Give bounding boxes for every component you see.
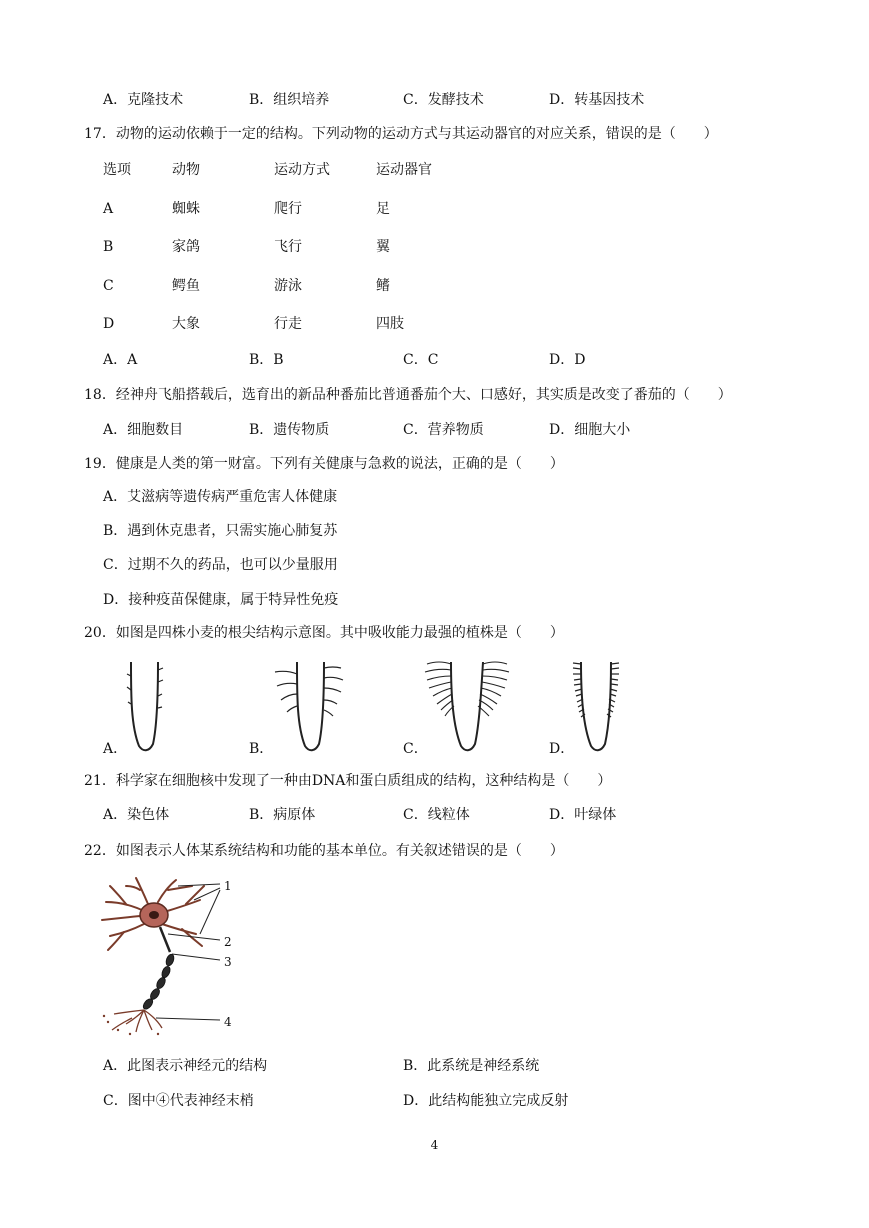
- q17-table-header-organ: 运动器官: [376, 162, 432, 178]
- q18-stem: 18．经神舟飞船搭载后，选育出的新品种番茄比普通番茄个大、口感好，其实质是改变了番茄的（ ）: [84, 387, 732, 403]
- q22-option-a: A．此图表示神经元的结构: [103, 1058, 268, 1074]
- q17-option-d: D．D: [549, 352, 586, 368]
- q18-option-c: C．营养物质: [403, 422, 484, 438]
- neuron-label-2: 2: [224, 935, 232, 949]
- neuron-label-4: 4: [224, 1015, 232, 1029]
- q17-table-header-mode: 运动方式: [274, 162, 330, 178]
- q16-option-d: D．转基因技术: [549, 92, 645, 108]
- q17-row-a-mode: 爬行: [274, 201, 302, 217]
- root-tip-label-b: B．: [249, 741, 274, 757]
- q17-table-header-option: 选项: [103, 162, 131, 178]
- q18-option-b: B．遗传物质: [249, 422, 330, 438]
- q19-stem: 19．健康是人类的第一财富。下列有关健康与急救的说法，正确的是（ ）: [84, 456, 564, 472]
- q19-option-c: C．过期不久的药品，也可以少量服用: [103, 557, 338, 573]
- q17-row-c-mode: 游泳: [274, 278, 302, 294]
- q21-option-a: A．染色体: [103, 807, 170, 823]
- q19-option-d: D．接种疫苗保健康，属于特异性免疫: [103, 592, 339, 608]
- q17-row-d-option: D: [103, 316, 115, 332]
- q19-option-b: B．遇到休克患者，只需实施心肺复苏: [103, 523, 338, 539]
- q19-option-a: A．艾滋病等遗传病严重危害人体健康: [103, 489, 338, 505]
- q17-row-d-organ: 四肢: [376, 316, 404, 332]
- q17-option-b: B．B: [249, 352, 284, 368]
- neuron-label-3: 3: [224, 955, 232, 969]
- q17-row-b-organ: 翼: [376, 239, 390, 255]
- q22-option-c: C．图中④代表神经末梢: [103, 1093, 254, 1109]
- q17-table-header-animal: 动物: [172, 162, 200, 178]
- q16-option-b: B．组织培养: [249, 92, 330, 108]
- q16-option-a: A．克隆技术: [103, 92, 184, 108]
- q18-option-d: D．细胞大小: [549, 422, 631, 438]
- q18-option-a: A．细胞数目: [103, 422, 184, 438]
- q17-row-b-mode: 飞行: [274, 239, 302, 255]
- q17-row-d-animal: 大象: [172, 316, 200, 332]
- q16-option-c: C．发酵技术: [403, 92, 484, 108]
- q21-stem: 21．科学家在细胞核中发现了一种由DNA和蛋白质组成的结构，这种结构是（ ）: [84, 773, 612, 789]
- q17-row-a-option: A: [103, 201, 114, 217]
- q17-option-c: C．C: [403, 352, 439, 368]
- q17-row-d-mode: 行走: [274, 316, 302, 332]
- q22-stem: 22．如图表示人体某系统结构和功能的基本单位。有关叙述错误的是（ ）: [84, 843, 564, 859]
- root-tip-label-d: D．: [549, 741, 575, 757]
- q17-row-b-animal: 家鸽: [172, 239, 200, 255]
- q17-row-c-option: C: [103, 278, 114, 294]
- q21-option-d: D．叶绿体: [549, 807, 617, 823]
- page-number: 4: [430, 1138, 439, 1152]
- q21-option-c: C．线粒体: [403, 807, 470, 823]
- q17-row-a-organ: 足: [376, 201, 390, 217]
- root-tip-label-a: A．: [103, 741, 128, 757]
- q17-row-a-animal: 蜘蛛: [172, 201, 200, 217]
- q20-stem: 20．如图是四株小麦的根尖结构示意图。其中吸收能力最强的植株是（ ）: [84, 625, 564, 641]
- q22-option-b: B．此系统是神经系统: [403, 1058, 540, 1074]
- root-tip-label-c: C．: [403, 741, 428, 757]
- neuron-label-1: 1: [224, 879, 232, 893]
- q17-option-a: A．A: [103, 352, 138, 368]
- q17-stem: 17．动物的运动依赖于一定的结构。下列动物的运动方式与其运动器官的对应关系，错误的是（ ）: [84, 126, 718, 142]
- q17-row-c-organ: 鳍: [376, 278, 390, 294]
- root-tip-figure-c: [403, 656, 533, 756]
- neuron-figure: [96, 872, 246, 1042]
- q21-option-b: B．病原体: [249, 807, 316, 823]
- q17-row-c-animal: 鳄鱼: [172, 278, 200, 294]
- root-tip-figure-d: [549, 656, 669, 756]
- q22-option-d: D．此结构能独立完成反射: [403, 1093, 569, 1109]
- root-tip-figure-b: [249, 656, 369, 756]
- q17-row-b-option: B: [103, 239, 114, 255]
- root-tip-figure-a: [103, 656, 223, 756]
